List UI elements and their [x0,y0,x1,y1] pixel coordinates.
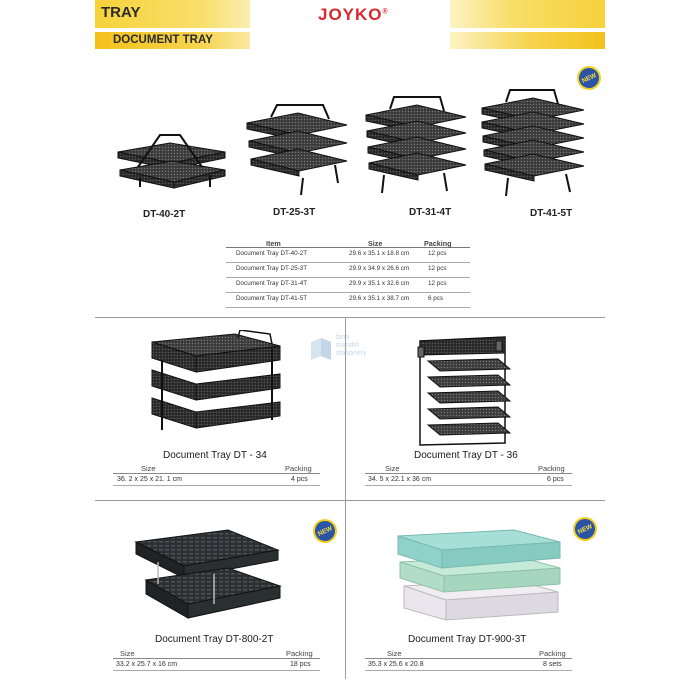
size-label: Size [120,649,135,658]
spec-table [226,238,470,308]
table-row [226,293,470,308]
new-badge [309,515,341,547]
product-title-code: DT - 34 [233,450,267,461]
product-title-dt-36 [414,450,518,461]
row-item: Document Tray DT-25-3T [236,265,308,272]
product-spec-dt-34 [113,464,320,486]
product-label-dt-41-5t: DT-41-5T [530,208,573,219]
size-label: Size [385,464,400,473]
packing-value: 4 pcs [291,476,308,483]
tray-dt-25-3t-image [243,103,351,198]
section-title: TRAY [101,4,141,21]
table-row [226,278,470,293]
row-size: 29.6 x 35.1 x 38.7 cm [349,295,410,302]
row-packing: 12 pcs [428,250,447,257]
tray-dt-36-image [410,333,520,448]
header-packing: Packing [424,239,452,248]
tray-dt-900-3t-image [396,528,564,628]
row-size: 29.6 x 35.1 x 18.8 cm [349,250,410,257]
packing-label: Packing [539,649,566,658]
section-divider [95,317,605,318]
new-badge [569,513,601,545]
product-title-dt-900-3t [408,634,526,645]
product-title-prefix: Document Tray [408,634,479,645]
watermark-text [336,334,366,358]
size-label: Size [387,649,402,658]
size-value: 34. 5 x 22.1 x 36 cm [368,476,432,483]
product-label-dt-40-2t: DT-40-2T [143,209,186,220]
product-title-code: DT-800-2T [225,634,274,645]
packing-value: 8 sets [543,661,562,668]
tray-dt-31-4t-image [362,95,470,197]
row-item: Document Tray DT-41-5T [236,295,308,302]
packing-value: 6 pcs [547,476,564,483]
row-packing: 12 pcs [428,265,447,272]
section-header-bar [95,0,250,28]
row-item: Document Tray DT-31-4T [236,280,308,287]
table-row [226,263,470,278]
tray-dt-41-5t-image [478,88,588,200]
new-badge-text: NEW [316,524,334,538]
size-value: 33.2 x 25.7 x 16 cm [116,661,178,668]
subsection-title: DOCUMENT TRAY [113,34,213,46]
size-value: 35.3 x 25.6 x 20.8 [368,661,424,668]
subsection-header-bar [95,32,250,49]
product-title-code: DT-900-3T [478,634,527,645]
packing-label: Packing [286,649,313,658]
row-size: 29.9 x 35.1 x 32.6 cm [349,280,410,287]
tray-dt-800-2t-image [128,528,290,628]
tray-dt-40-2t-image [110,125,235,200]
product-label-dt-25-3t: DT-25-3T [273,207,316,218]
product-title-dt-34 [163,450,267,461]
product-spec-dt-900-3t [365,649,572,671]
product-title-prefix: Document Tray [155,634,226,645]
watermark-logo-icon [307,336,335,362]
new-badge-text: NEW [580,71,598,85]
row-size: 29.9 x 34.9 x 26.6 cm [349,265,410,272]
product-label-dt-31-4t: DT-31-4T [409,207,452,218]
size-value: 36. 2 x 25 x 21. 1 cm [117,476,182,483]
brand-name: JOYKO [318,5,383,24]
product-title-code: DT - 36 [484,450,518,461]
header-item: Item [266,239,281,248]
new-badge-text: NEW [576,522,594,536]
registered-mark: ® [382,8,389,16]
watermark-line: stationery [336,350,367,357]
row-packing: 6 pcs [428,295,444,302]
tray-dt-34-image [140,330,285,440]
column-divider [345,501,346,679]
product-title-prefix: Document Tray [414,450,485,461]
header-bar-right-lower [450,32,605,49]
product-title-dt-800-2t [155,634,273,645]
watermark-line: mandiri [336,342,359,349]
packing-value: 18 pcs [290,661,311,668]
section-divider [95,500,605,501]
header-bar-right [450,0,605,28]
watermark-line: bina [336,334,350,341]
packing-label: Packing [285,464,312,473]
table-row [226,248,470,263]
header-size: Size [368,239,383,248]
product-title-prefix: Document Tray [163,450,234,461]
row-item: Document Tray DT-40-2T [236,250,308,257]
spec-table-header [226,238,470,248]
product-spec-dt-800-2t [113,649,320,671]
packing-label: Packing [538,464,565,473]
row-packing: 12 pcs [428,280,447,287]
brand-logo [318,5,389,25]
size-label: Size [141,464,156,473]
product-spec-dt-36 [365,464,572,486]
